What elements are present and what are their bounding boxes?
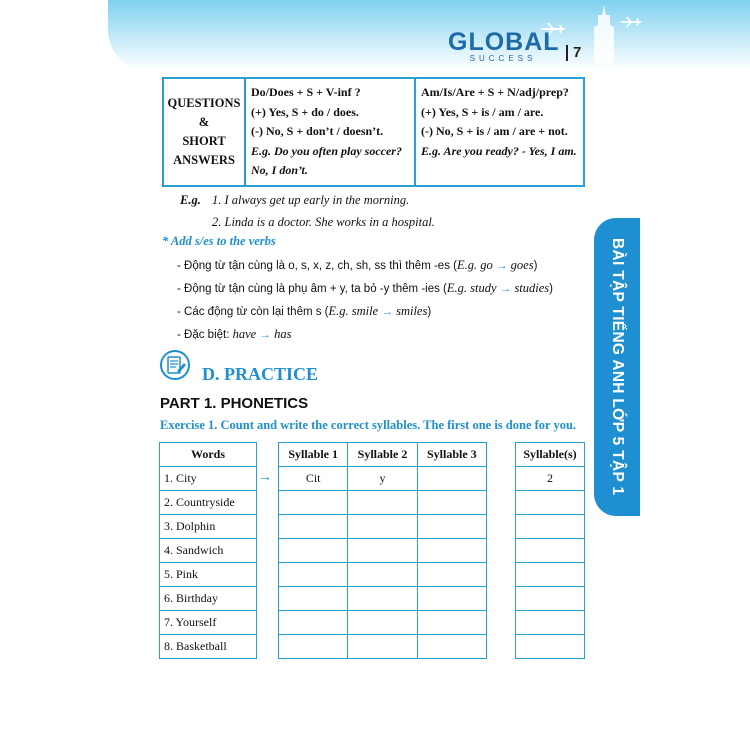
table-row — [279, 611, 487, 635]
table-cell[interactable] — [516, 611, 585, 635]
table-header-cell: Syllable 3 — [417, 443, 486, 467]
examples-block: E.g. 1. I always get up early in the morning. 2. Linda is a doctor. She works in a hospital. — [180, 193, 435, 229]
row-arrow-icon: → — [258, 470, 272, 485]
grammar-table — [162, 77, 585, 187]
table-row — [160, 467, 257, 491]
table-cell: 4. Sandwich — [160, 539, 257, 563]
rule-item: - Động từ tận cùng là o, s, x, z, ch, sh, ss thì thêm -es (E.g. go → goes) — [177, 258, 538, 272]
table-cell[interactable] — [348, 611, 417, 635]
rule-item: - Các động từ còn lại thêm s (E.g. smile → smiles) — [177, 304, 432, 318]
table-row — [279, 515, 487, 539]
table-cell[interactable] — [417, 491, 486, 515]
table-row — [279, 563, 487, 587]
table-row — [279, 491, 487, 515]
table-cell[interactable] — [417, 587, 486, 611]
table-row — [160, 587, 257, 611]
table-cell: 5. Pink — [160, 563, 257, 587]
syllables-table — [278, 442, 487, 659]
practice-title: D. PRACTICE — [202, 364, 319, 384]
table-row — [160, 515, 257, 539]
table-row — [279, 587, 487, 611]
rule-item: - Động từ tận cùng là phụ âm + y, ta bỏ -y thêm -ies (E.g. study → studies) — [177, 281, 554, 295]
table-cell[interactable] — [417, 635, 486, 659]
page-number: 7 — [566, 45, 581, 61]
table-cell[interactable] — [516, 587, 585, 611]
table-cell[interactable] — [417, 515, 486, 539]
table-cell[interactable] — [279, 515, 348, 539]
syllable-count-table — [515, 442, 585, 659]
table-cell[interactable] — [417, 563, 486, 587]
grammar-do-does-column: Do/Does + S + V-inf ? (+) Yes, S + do / does. (-) No, S + don’t / doesn’t. E.g. Do you often play soccer? No, I don’t. — [246, 79, 416, 185]
table-row — [160, 635, 257, 659]
table-row — [279, 635, 487, 659]
part-title: PART 1. PHONETICS — [160, 395, 309, 412]
rule-title: * Add s/es to the verbs — [162, 234, 276, 248]
table-header-cell: Syllable 1 — [279, 443, 348, 467]
grammar-row-header: QUESTIONS & SHORT ANSWERS — [164, 79, 246, 185]
table-cell: 7. Yourself — [160, 611, 257, 635]
table-row — [160, 491, 257, 515]
table-cell[interactable] — [279, 611, 348, 635]
table-cell[interactable] — [279, 563, 348, 587]
table-row — [279, 539, 487, 563]
table-cell[interactable] — [279, 491, 348, 515]
table-cell: 1. City — [160, 467, 257, 491]
table-row — [516, 611, 585, 635]
table-row — [516, 563, 585, 587]
table-row — [279, 467, 487, 491]
table-header-cell: Words — [160, 443, 257, 467]
exercise-instruction: Exercise 1. Count and write the correct syllables. The first one is done for you. — [160, 418, 577, 432]
tower-icon — [584, 5, 624, 65]
table-header-cell: Syllable(s) — [516, 443, 585, 467]
table-cell: 2 — [516, 467, 585, 491]
spelling-rules — [177, 254, 553, 346]
grammar-be-column: Am/Is/Are + S + N/adj/prep? (+) Yes, S + is / am / are. (-) No, S + is / am / are + not. E.g. Are you ready? - Yes, I am. — [421, 85, 577, 158]
table-cell[interactable] — [279, 635, 348, 659]
table-row — [516, 467, 585, 491]
words-table — [159, 442, 257, 659]
table-row — [516, 491, 585, 515]
side-tab — [594, 218, 640, 516]
table-cell[interactable] — [516, 491, 585, 515]
table-cell[interactable] — [348, 539, 417, 563]
table-cell[interactable] — [279, 539, 348, 563]
table-cell: Cit — [279, 467, 348, 491]
table-cell: y — [348, 467, 417, 491]
table-cell[interactable] — [348, 491, 417, 515]
global-success-logo: GLOBAL SUCCESS — [448, 28, 560, 63]
table-cell[interactable] — [348, 587, 417, 611]
table-row — [516, 635, 585, 659]
table-row — [516, 539, 585, 563]
table-cell: 2. Countryside — [160, 491, 257, 515]
table-header-cell: Syllable 2 — [348, 443, 417, 467]
table-cell — [417, 467, 486, 491]
table-cell[interactable] — [516, 563, 585, 587]
table-row — [516, 515, 585, 539]
header-banner — [108, 0, 750, 70]
table-row — [160, 611, 257, 635]
table-cell[interactable] — [417, 611, 486, 635]
table-cell: 3. Dolphin — [160, 515, 257, 539]
table-row — [160, 563, 257, 587]
table-cell[interactable] — [279, 587, 348, 611]
rule-item: - Đặc biệt: have → has — [177, 327, 292, 341]
practice-notebook-icon — [160, 350, 190, 380]
table-cell[interactable] — [516, 515, 585, 539]
table-cell[interactable] — [516, 539, 585, 563]
table-cell[interactable] — [348, 563, 417, 587]
table-cell[interactable] — [348, 635, 417, 659]
table-cell: 8. Basketball — [160, 635, 257, 659]
table-cell[interactable] — [417, 539, 486, 563]
table-cell[interactable] — [516, 635, 585, 659]
table-cell[interactable] — [348, 515, 417, 539]
table-cell: 6. Birthday — [160, 587, 257, 611]
table-row — [516, 587, 585, 611]
side-tab-label: BÀI TẬP TIẾNG ANH LỚP 5 TẬP 1 — [609, 238, 626, 496]
table-row — [160, 539, 257, 563]
